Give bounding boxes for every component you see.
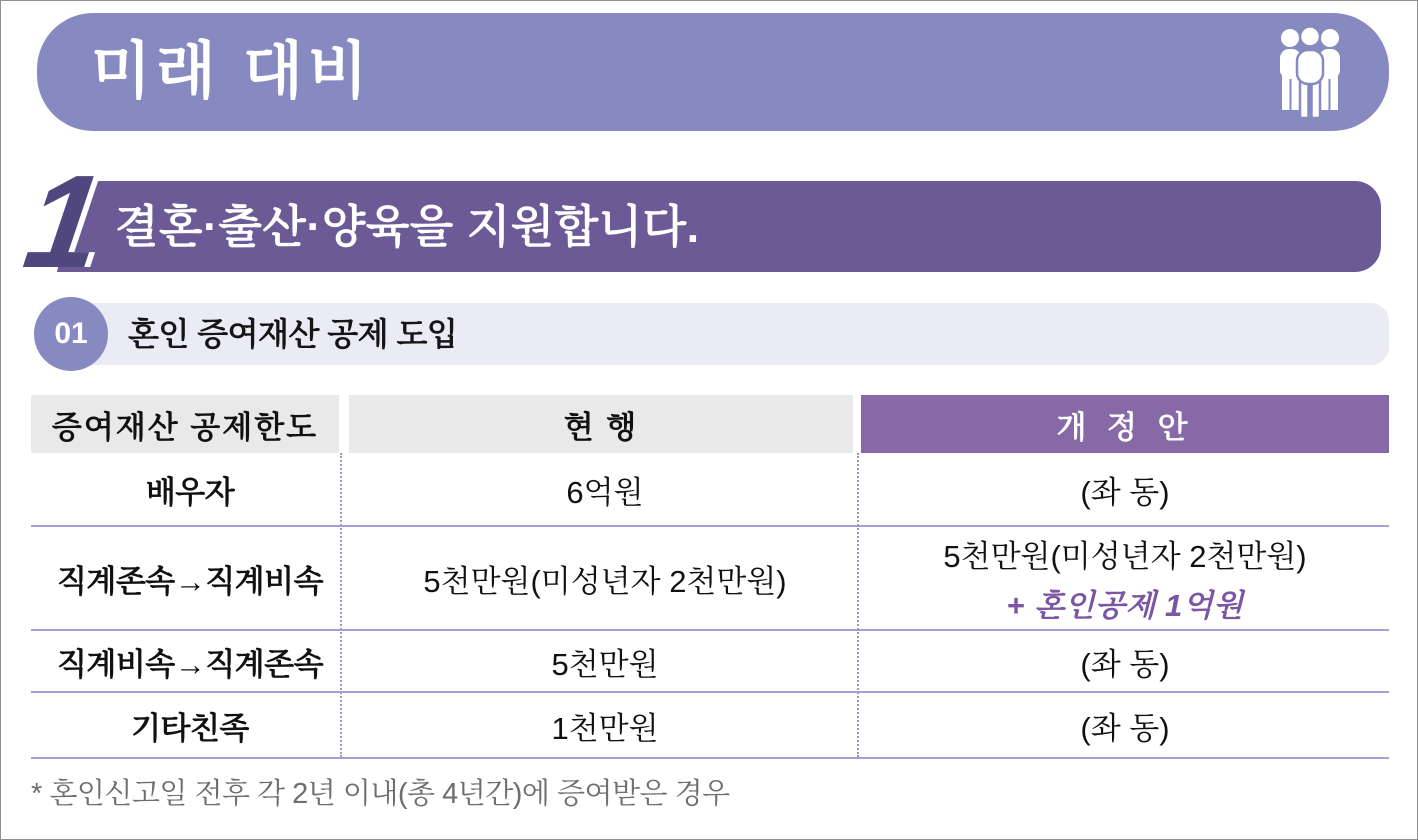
row-label: 배우자 <box>145 474 235 510</box>
table-row <box>31 453 1389 525</box>
deduction-table <box>31 395 1389 759</box>
row-label: 기타친족 <box>131 710 249 746</box>
subsection-badge: 01 <box>34 297 108 371</box>
section-banner <box>67 181 1381 272</box>
table-body <box>31 453 1389 759</box>
table-row <box>31 629 1389 691</box>
people-group-icon <box>1277 26 1343 118</box>
current-value: 5천만원 <box>551 646 659 682</box>
row-label: 직계비속→직계존속 <box>56 646 324 682</box>
table-row <box>31 691 1389 757</box>
row-label: 직계존속→직계비속 <box>56 563 324 599</box>
footnote: * 혼인신고일 전후 각 2년 이내(총 4년간)에 증여받은 경우 <box>31 778 730 810</box>
column-header-amendment: 개 정 안 <box>861 395 1389 453</box>
section-number: 1 <box>16 148 111 295</box>
column-header-current: 현 행 <box>349 395 853 453</box>
amendment-value: (좌 동) <box>1080 646 1170 682</box>
page-title: 미래 대비 <box>91 37 373 106</box>
current-value: 6억원 <box>566 474 644 510</box>
column-header-limit: 증여재산 공제한도 <box>31 395 339 453</box>
current-value: 5천만원(미성년자 2천만원) <box>423 563 787 599</box>
column-divider-dotted <box>340 453 342 757</box>
amendment-value: (좌 동) <box>1080 474 1170 510</box>
column-divider-dotted <box>857 453 859 757</box>
subsection-title: 혼인 증여재산 공제 도입 <box>128 316 458 352</box>
amendment-base: 5천만원(미성년자 2천만원) <box>943 539 1307 574</box>
table-header-row <box>31 395 1389 453</box>
amendment-extra-highlight: + 혼인공제 1억원 <box>1006 588 1244 623</box>
amendment-value: (좌 동) <box>1080 710 1170 746</box>
amendment-value <box>861 531 1389 625</box>
header-banner <box>37 13 1389 131</box>
section-title: 결혼·출산·양육을 지원합니다. <box>115 201 700 252</box>
current-value: 1천만원 <box>551 710 659 746</box>
table-row <box>31 525 1389 629</box>
